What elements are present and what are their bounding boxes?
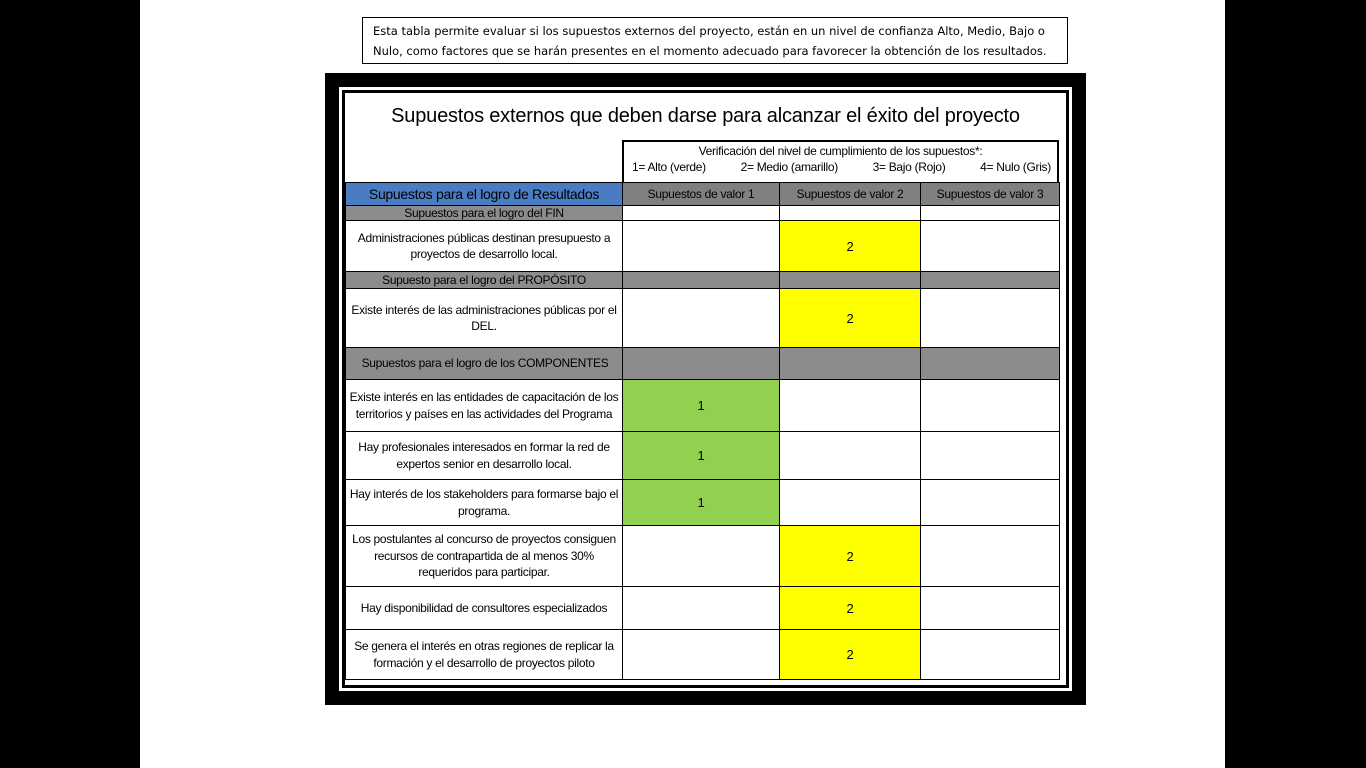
assumptions-table — [345, 182, 1060, 680]
rating-cell: 2 — [780, 526, 921, 587]
rating-cell: 2 — [780, 630, 921, 680]
level-bajo: 3= Bajo (Rojo) — [872, 160, 946, 174]
empty-cell — [623, 221, 780, 272]
section-cell — [780, 206, 921, 221]
section-label: Supuesto para el logro del PROPÓSITO — [346, 272, 623, 289]
empty-cell — [921, 380, 1060, 432]
assumption-text: Hay interés de los stakeholders para formarse bajo el programa. — [346, 480, 623, 526]
note-line-2: Nulo, como factores que se harán presentes en el momento adecuado para favorecer la obtención de los resultados. — [373, 44, 1047, 58]
section-label: Supuestos para el logro de los COMPONENTES — [346, 348, 623, 380]
assumption-text: Existe interés de las administraciones públicas por el DEL. — [346, 289, 623, 348]
section-row — [346, 348, 1060, 380]
section-row — [346, 272, 1060, 289]
empty-cell — [623, 630, 780, 680]
header-value-2: Supuestos de valor 2 — [780, 183, 921, 206]
empty-cell — [780, 380, 921, 432]
level-alto: 1= Alto (verde) — [632, 160, 706, 174]
table-row — [346, 480, 1060, 526]
empty-cell — [921, 526, 1060, 587]
empty-cell — [921, 630, 1060, 680]
section-cell — [623, 272, 780, 289]
table-row — [346, 221, 1060, 272]
empty-cell — [921, 221, 1060, 272]
section-cell — [623, 206, 780, 221]
verification-header-row — [345, 140, 1066, 182]
section-label: Supuestos para el logro del FIN — [346, 206, 623, 221]
rating-cell: 2 — [780, 289, 921, 348]
table-row — [346, 526, 1060, 587]
rating-cell: 2 — [780, 221, 921, 272]
header-value-1: Supuestos de valor 1 — [623, 183, 780, 206]
assumptions-table-container — [342, 90, 1069, 688]
empty-cell — [623, 587, 780, 630]
column-header-row — [346, 183, 1060, 206]
rating-cell: 2 — [780, 587, 921, 630]
header-results: Supuestos para el logro de Resultados — [346, 183, 623, 206]
empty-cell — [780, 480, 921, 526]
empty-cell — [921, 289, 1060, 348]
empty-cell — [921, 587, 1060, 630]
assumption-text: Se genera el interés en otras regiones de replicar la formación y el desarrollo de proyectos piloto — [346, 630, 623, 680]
assumption-text: Administraciones públicas destinan presupuesto a proyectos de desarrollo local. — [346, 221, 623, 272]
section-cell — [921, 206, 1060, 221]
level-medio: 2= Medio (amarillo) — [740, 160, 838, 174]
rating-cell: 1 — [623, 380, 780, 432]
verification-levels — [624, 159, 1057, 175]
verification-heading: Verificación del nivel de cumplimiento de los supuestos*: — [698, 144, 983, 158]
assumption-text: Hay profesionales interesados en formar la red de expertos senior en desarrollo local. — [346, 432, 623, 480]
table-frame — [325, 73, 1086, 705]
assumption-text: Los postulantes al concurso de proyectos consiguen recursos de contrapartida de al menos 30% requeridos para participar. — [346, 526, 623, 587]
verification-legend — [622, 140, 1059, 182]
assumption-text: Existe interés en las entidades de capacitación de los territorios y países en las actividades del Programa — [346, 380, 623, 432]
assumption-text: Hay disponibilidad de consultores especializados — [346, 587, 623, 630]
section-row — [346, 206, 1060, 221]
level-nulo: 4= Nulo (Gris) — [980, 160, 1051, 174]
rating-cell: 1 — [623, 432, 780, 480]
empty-cell — [623, 289, 780, 348]
section-cell — [921, 272, 1060, 289]
note-line-1: Esta tabla permite evaluar si los supuestos externos del proyecto, están en un nivel de confianza Alto, Medio, Bajo o — [373, 24, 1045, 38]
table-row — [346, 587, 1060, 630]
table-title: Supuestos externos que deben darse para alcanzar el éxito del proyecto — [391, 105, 1020, 127]
section-cell — [921, 348, 1060, 380]
description-note — [362, 17, 1068, 64]
table-row — [346, 630, 1060, 680]
section-cell — [780, 348, 921, 380]
empty-cell — [780, 432, 921, 480]
empty-cell — [921, 480, 1060, 526]
table-row — [346, 380, 1060, 432]
slide-page — [140, 0, 1225, 768]
header-value-3: Supuestos de valor 3 — [921, 183, 1060, 206]
section-cell — [780, 272, 921, 289]
table-row — [346, 289, 1060, 348]
empty-cell — [921, 432, 1060, 480]
section-cell — [623, 348, 780, 380]
table-row — [346, 432, 1060, 480]
rating-cell: 1 — [623, 480, 780, 526]
empty-cell — [623, 526, 780, 587]
